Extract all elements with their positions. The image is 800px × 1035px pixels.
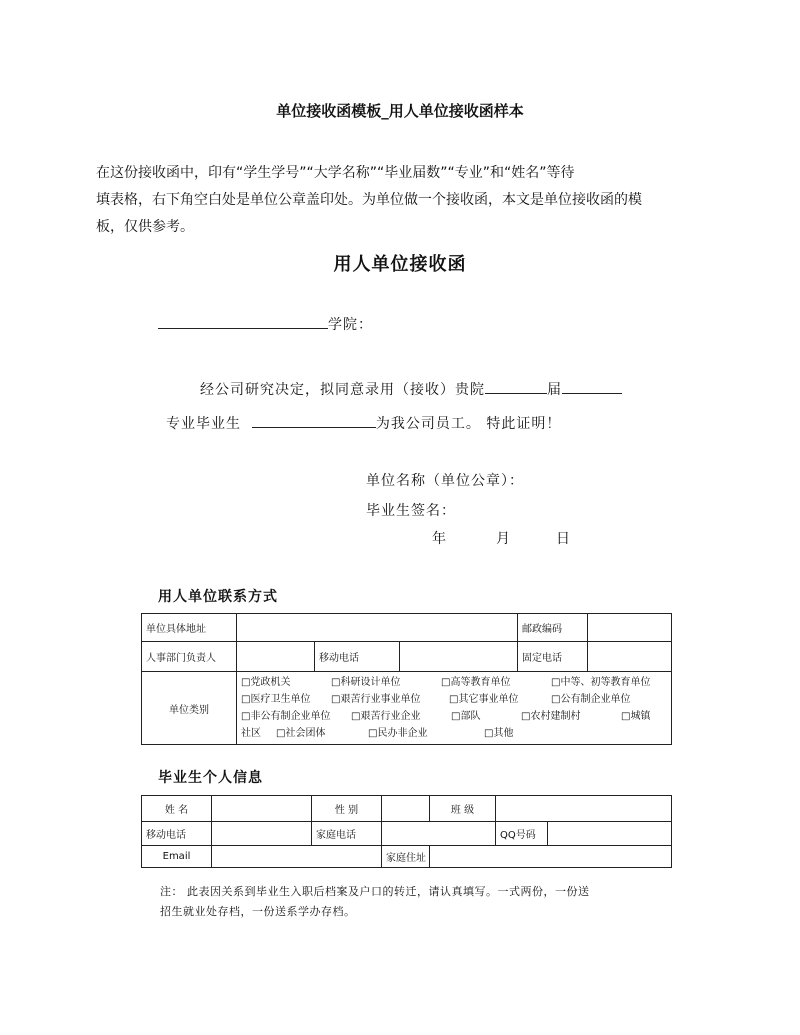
category-option[interactable]: □其他: [484, 728, 514, 739]
footer-note: [160, 882, 590, 922]
date-day: 日: [556, 531, 571, 547]
category-option[interactable]: □非公有制企业单位: [241, 711, 331, 722]
category-option[interactable]: □医疗卫生单位: [241, 694, 311, 705]
body-text-a: 经公司研究决定，拟同意录用（接收）贵院: [200, 382, 485, 398]
category-option[interactable]: □党政机关: [241, 677, 291, 688]
graduate-sign-label: 毕业生签名：: [366, 503, 456, 519]
category-option[interactable]: □公有制企业单位: [551, 694, 631, 705]
unit-name-label: 单位名称（单位公章）：: [366, 473, 524, 489]
page-title: 单位接收函模板_用人单位接收函样本: [276, 102, 524, 120]
major-name-blank[interactable]: [252, 411, 376, 428]
category-option[interactable]: □部队: [451, 711, 481, 722]
letter-body-line-1: [200, 377, 622, 399]
mobile-field[interactable]: [400, 642, 518, 672]
category-line: [241, 691, 667, 708]
date-month: 月: [496, 531, 511, 547]
college-line: [158, 312, 373, 334]
category-option[interactable]: □民办非企业: [368, 728, 428, 739]
phone-field[interactable]: [588, 642, 672, 672]
intro-line: 在这份接收函中，印有“学生学号”“大学名称”“毕业届数”“专业”和“姓名”等待: [96, 165, 575, 181]
category-options: [237, 672, 672, 745]
phone-label: 固定电话: [518, 642, 588, 672]
category-option[interactable]: □中等、初等教育单位: [551, 677, 651, 688]
postcode-label: 邮政编码: [518, 614, 588, 642]
home-phone-field[interactable]: [382, 822, 496, 846]
address-field[interactable]: [237, 614, 518, 642]
intro-paragraph: [96, 160, 706, 241]
qq-label: QQ号码: [496, 822, 548, 846]
name-label: 姓 名: [142, 796, 212, 822]
category-option[interactable]: □农村建制村: [521, 711, 581, 722]
note-line: 注： 此表因关系到毕业生入职后档案及户口的转迁，请认真填写。一式两份，一份送: [160, 885, 590, 898]
mobile-label: 移动电话: [142, 822, 212, 846]
gender-field[interactable]: [382, 796, 430, 822]
home-phone-label: 家庭电话: [312, 822, 382, 846]
postcode-field[interactable]: [588, 614, 672, 642]
email-field[interactable]: [212, 846, 382, 868]
session-blank[interactable]: [562, 377, 622, 394]
note-line: 招生就业处存档，一份送系学办存档。: [160, 905, 356, 918]
body-text-b: 届: [547, 382, 562, 398]
college-blank[interactable]: [158, 312, 328, 329]
home-address-field[interactable]: [430, 846, 672, 868]
contact-section-title: 用人单位联系方式: [158, 589, 278, 605]
body-text-b: 为我公司员工。 特此证明！: [375, 416, 562, 432]
letter-title: 用人单位接收函: [333, 254, 467, 275]
address-label: 单位具体地址: [142, 614, 237, 642]
category-option[interactable]: □艰苦行业事业单位: [331, 694, 421, 705]
home-address-label: 家庭住址: [382, 846, 430, 868]
category-option[interactable]: □社会团体: [276, 728, 326, 739]
category-option[interactable]: □城镇: [621, 711, 651, 722]
personal-section-title: 毕业生个人信息: [158, 770, 263, 786]
hr-field[interactable]: [237, 642, 315, 672]
intro-line: 板，仅供参考。: [96, 219, 194, 235]
category-line: [241, 674, 667, 691]
category-option: 社区: [241, 728, 261, 739]
contact-table: [141, 613, 672, 745]
email-label: Email: [142, 846, 212, 868]
intro-line: 填表格，右下角空白处是单位公章盖印处。为单位做一个接收函，本文是单位接收函的模: [96, 192, 642, 208]
college-label: 学院：: [328, 317, 373, 333]
class-label: 班 级: [430, 796, 496, 822]
gender-label: 性 别: [312, 796, 382, 822]
category-label: 单位类别: [142, 672, 237, 745]
body-text-a: 专业毕业生: [166, 416, 241, 432]
category-option[interactable]: □艰苦行业企业: [351, 711, 421, 722]
name-field[interactable]: [212, 796, 312, 822]
graduation-year-blank[interactable]: [485, 377, 547, 394]
category-option[interactable]: □其它事业单位: [449, 694, 519, 705]
mobile-label: 移动电话: [315, 642, 400, 672]
mobile-field[interactable]: [212, 822, 312, 846]
hr-label: 人事部门负责人: [142, 642, 237, 672]
category-line: [241, 708, 667, 725]
category-option[interactable]: □科研设计单位: [331, 677, 401, 688]
class-field[interactable]: [496, 796, 672, 822]
category-option[interactable]: □高等教育单位: [441, 677, 511, 688]
date-year: 年: [432, 531, 447, 547]
personal-table: [141, 795, 672, 868]
letter-body-line-2: [166, 411, 561, 433]
qq-field[interactable]: [548, 822, 672, 846]
category-line: [241, 725, 667, 742]
